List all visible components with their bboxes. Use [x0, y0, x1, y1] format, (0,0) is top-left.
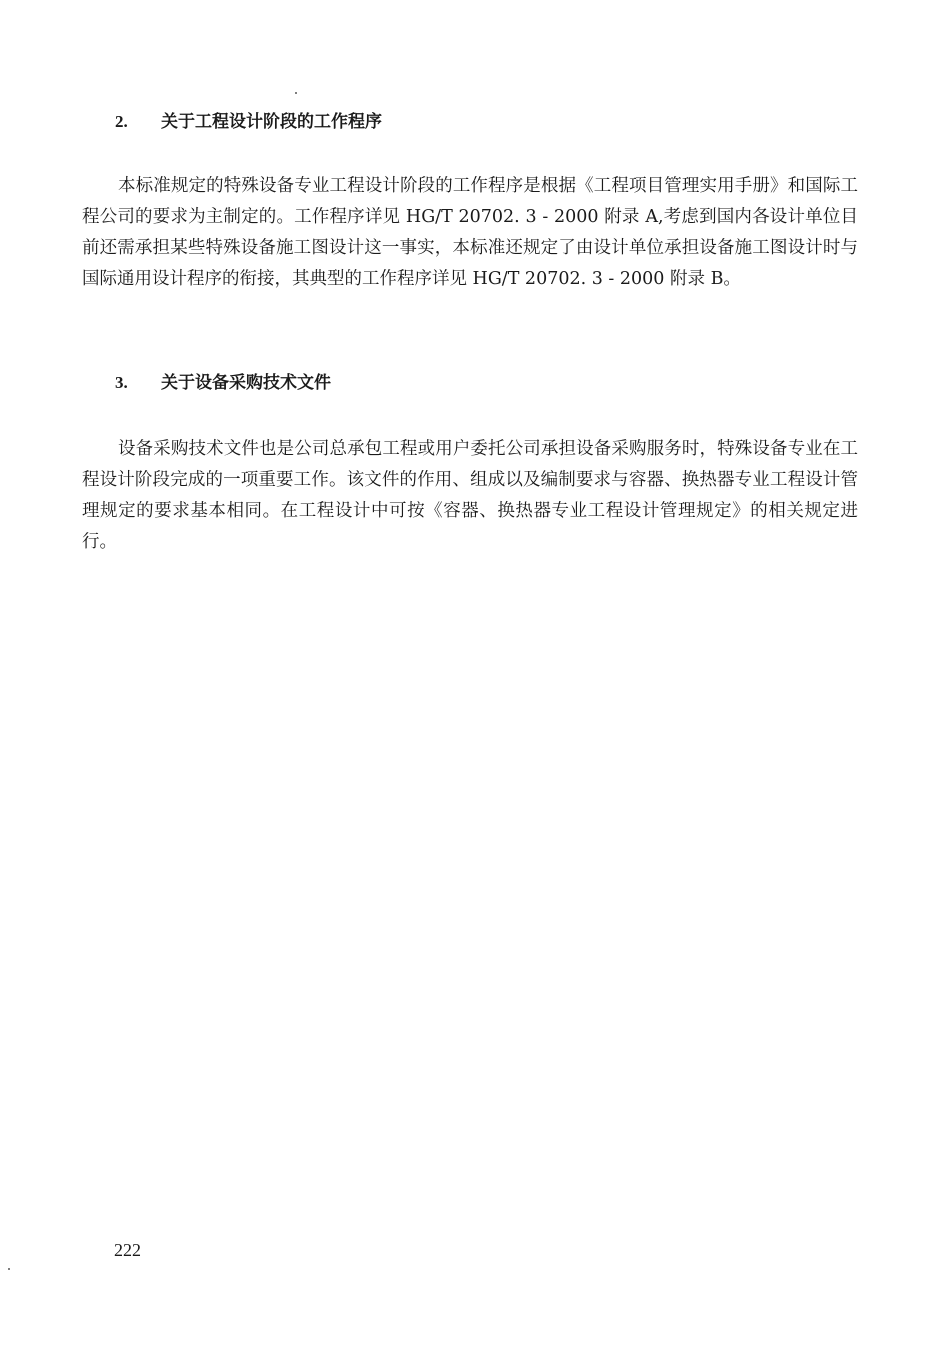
- section-number: 3.: [115, 373, 128, 392]
- page-number: 222: [114, 1240, 141, 1260]
- scan-speck-bottom: [8, 1268, 10, 1270]
- section-heading-procurement-docs: [115, 371, 331, 395]
- scan-speck-top: [295, 92, 297, 94]
- section-title: 关于设备采购技术文件: [161, 373, 331, 393]
- section-number: 2.: [115, 112, 128, 131]
- section-heading-work-procedure: [115, 110, 382, 134]
- section-paragraph-work-procedure: 本标准规定的特殊设备专业工程设计阶段的工作程序是根据《工程项目管理实用手册》和国际工程公司的要求为主制定的。工作程序详见 HG/T 20702. 3 - 2000 附录 A,考虑到国内各设计单位目前还需承担某些特殊设备施工图设计这一事实，本标准还规定了由设计单位承担设备施工图设计时与国际通用设计程序的衔接，其典型的工作程序详见 HG/T 20702. 3 - 2000 附录 B。: [82, 176, 858, 289]
- section-paragraph-procurement-docs: 设备采购技术文件也是公司总承包工程或用户委托公司承担设备采购服务时，特殊设备专业在工程设计阶段完成的一项重要工作。该文件的作用、组成以及编制要求与容器、换热器专业工程设计管理规定的要求基本相同。在工程设计中可按《容器、换热器专业工程设计管理规定》的相关规定进行。: [82, 439, 858, 552]
- section-title: 关于工程设计阶段的工作程序: [161, 112, 382, 132]
